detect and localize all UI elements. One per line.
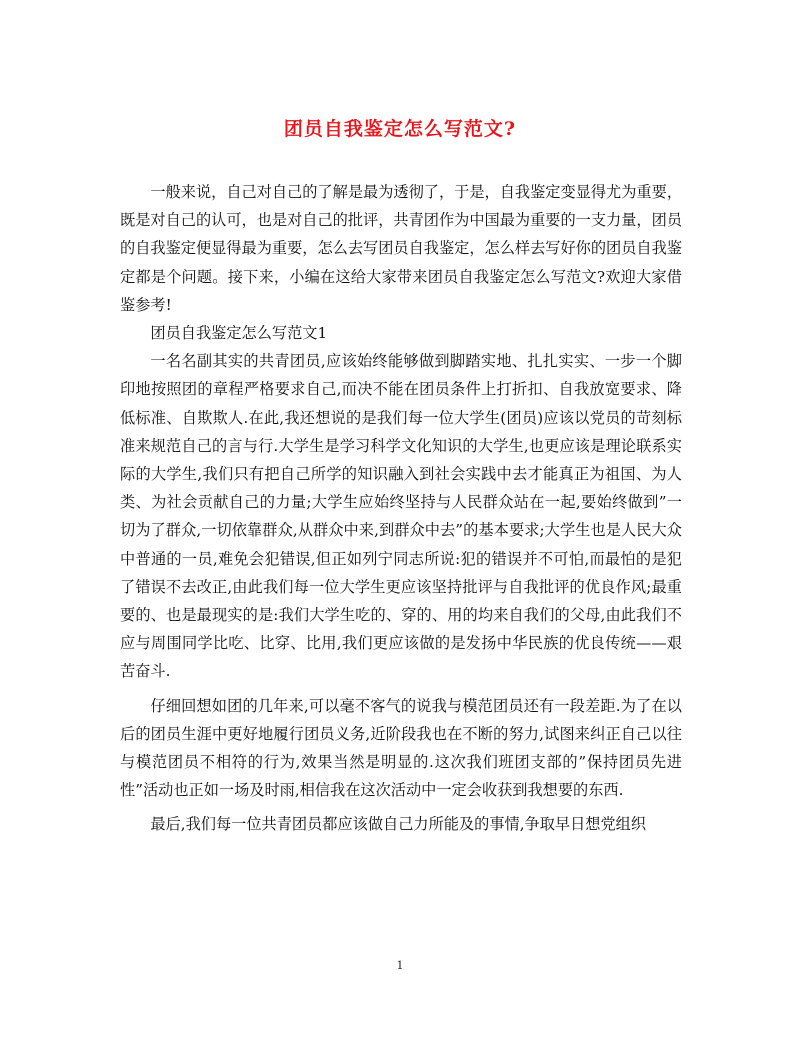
body-paragraph: 最后,我们每一位共青团员都应该做自己力所能及的事情,争取早日想党组织 xyxy=(150,815,647,834)
page-number: 1 xyxy=(396,959,404,972)
body-paragraph: 仔细回想如团的几年来,可以毫不客气的说我与模范团员还有一段差距.为了在以后的团员生涯中更好地履行团员义务,近阶段我也在不断的努力,试图来纠正自己以往与模范团员不相符的行为,效果当然是明显的.这次我们班团支部的”保持团员先进性”活动也正如一场及时雨,相信我在这次活动中一定会收获到我想要的东西. xyxy=(120,696,682,800)
body-paragraph: 一名名副其实的共青团员,应该始终能够做到脚踏实地、扎扎实实、一步一个脚印地按照团的章程严格要求自己,而决不能在团员条件上打折扣、自我放宽要求、降低标准、自欺欺人.在此,我还想说的是我们每一位大学生(团员)应该以党员的苛刻标准来规范自己的言与行.大学生是学习科学文化知识的大学生,也更应该是理论联系实际的大学生,我们只有把自己所学的知识融入到社会实践中去才能真正为祖国、为人类、为社会贡献自己的力量;大学生应始终坚持与人民群众站在一起,要始终做到”一切为了群众,一切依靠群众,从群众中来,到群众中去”的基本要求;大学生也是人民大众中普通的一员,难免会犯错误,但正如列宁同志所说:犯的错误并不可怕,而最怕的是犯了错误不去改正,由此我们每一位大学生更应该坚持批评与自我批评的优良作风;最重要的、也是最现实的是:我们大学生吃的、穿的、用的均来自我们的父母,由此我们不应与周围同学比吃、比穿、比用,我们更应该做的是发扬中华民族的优良传统——艰苦奋斗. xyxy=(120,352,682,681)
intro-paragraph: 一般来说，自己对自己的了解是最为透彻了，于是，自我鉴定变显得尤为重要，既是对自己的认可，也是对自己的批评，共青团作为中国最为重要的一支力量，团员的自我鉴定便显得最为重要，怎么去写团员自我鉴定，怎么样去写好你的团员自我鉴定都是个问题。接下来，小编在这给大家带来团员自我鉴定怎么写范文?欢迎大家借鉴参考! xyxy=(120,183,682,314)
document-body xyxy=(120,178,682,839)
page-title: 团员自我鉴定怎么写范文? xyxy=(283,118,517,140)
section-heading: 团员自我鉴定怎么写范文1 xyxy=(150,324,328,343)
